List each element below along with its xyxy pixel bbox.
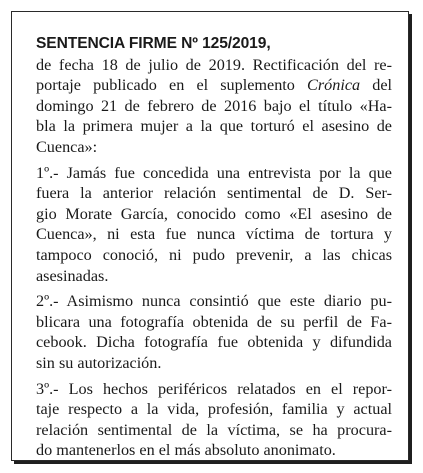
intro-line-3: domingo 21 de febrero de 2016 bajo el título «Ha-	[36, 96, 392, 115]
point-2-line: blicara una fotografía obtenida de su perfil de Fa-	[36, 312, 392, 331]
notice-heading: SENTENCIA FIRME Nº 125/2019,	[36, 35, 271, 52]
intro-line-4: bla la primera mujer a la que torturó el asesino de	[36, 117, 392, 136]
notice-intro	[36, 34, 392, 158]
point-3-line: taje respecto a la vida, profesión, familia y actual	[36, 400, 392, 419]
intro-line-1: de fecha 18 de julio de 2019. Rectificación del re-	[36, 55, 392, 74]
intro-line-2	[36, 75, 392, 96]
legal-notice-box	[11, 11, 409, 461]
notice-point-3	[36, 379, 392, 461]
point-1-line: 1º.- Jamás fue concedida una entrevista por la que	[36, 163, 392, 182]
intro-line-2-start: portaje publicado en el suplemento	[36, 76, 308, 95]
point-1-line: Cuenca», ni esta fue nunca víctima de tortura y	[36, 225, 392, 244]
point-1-line: fuera la anterior relación sentimental de D. Ser-	[36, 184, 392, 203]
point-1-line: gio Morate García, conocido como «El asesino de	[36, 204, 392, 223]
notice-point-2	[36, 291, 392, 373]
point-3-line: do mantenerlos en el más absoluto anonimato.	[36, 441, 336, 460]
supplement-name: Crónica	[307, 76, 361, 95]
point-2-line: cebook. Dicha fotografía fue obtenida y difundida	[36, 333, 392, 352]
point-2-line: 2º.- Asimismo nunca consintió que este diario pu-	[36, 292, 392, 311]
point-3-line: 3º.- Los hechos periféricos relatados en el repor-	[36, 379, 392, 398]
point-1-line: tampoco conoció, ni pudo prevenir, a las chicas	[36, 245, 392, 264]
intro-line-2-end: del	[360, 76, 392, 95]
point-2-line: sin su autorización.	[36, 353, 162, 372]
point-1-line: asesinadas.	[36, 266, 109, 285]
point-3-line: relación sentimental de la víctima, se ha procura-	[36, 420, 392, 439]
notice-point-1	[36, 163, 392, 287]
intro-line-5: Cuenca»:	[36, 137, 98, 156]
